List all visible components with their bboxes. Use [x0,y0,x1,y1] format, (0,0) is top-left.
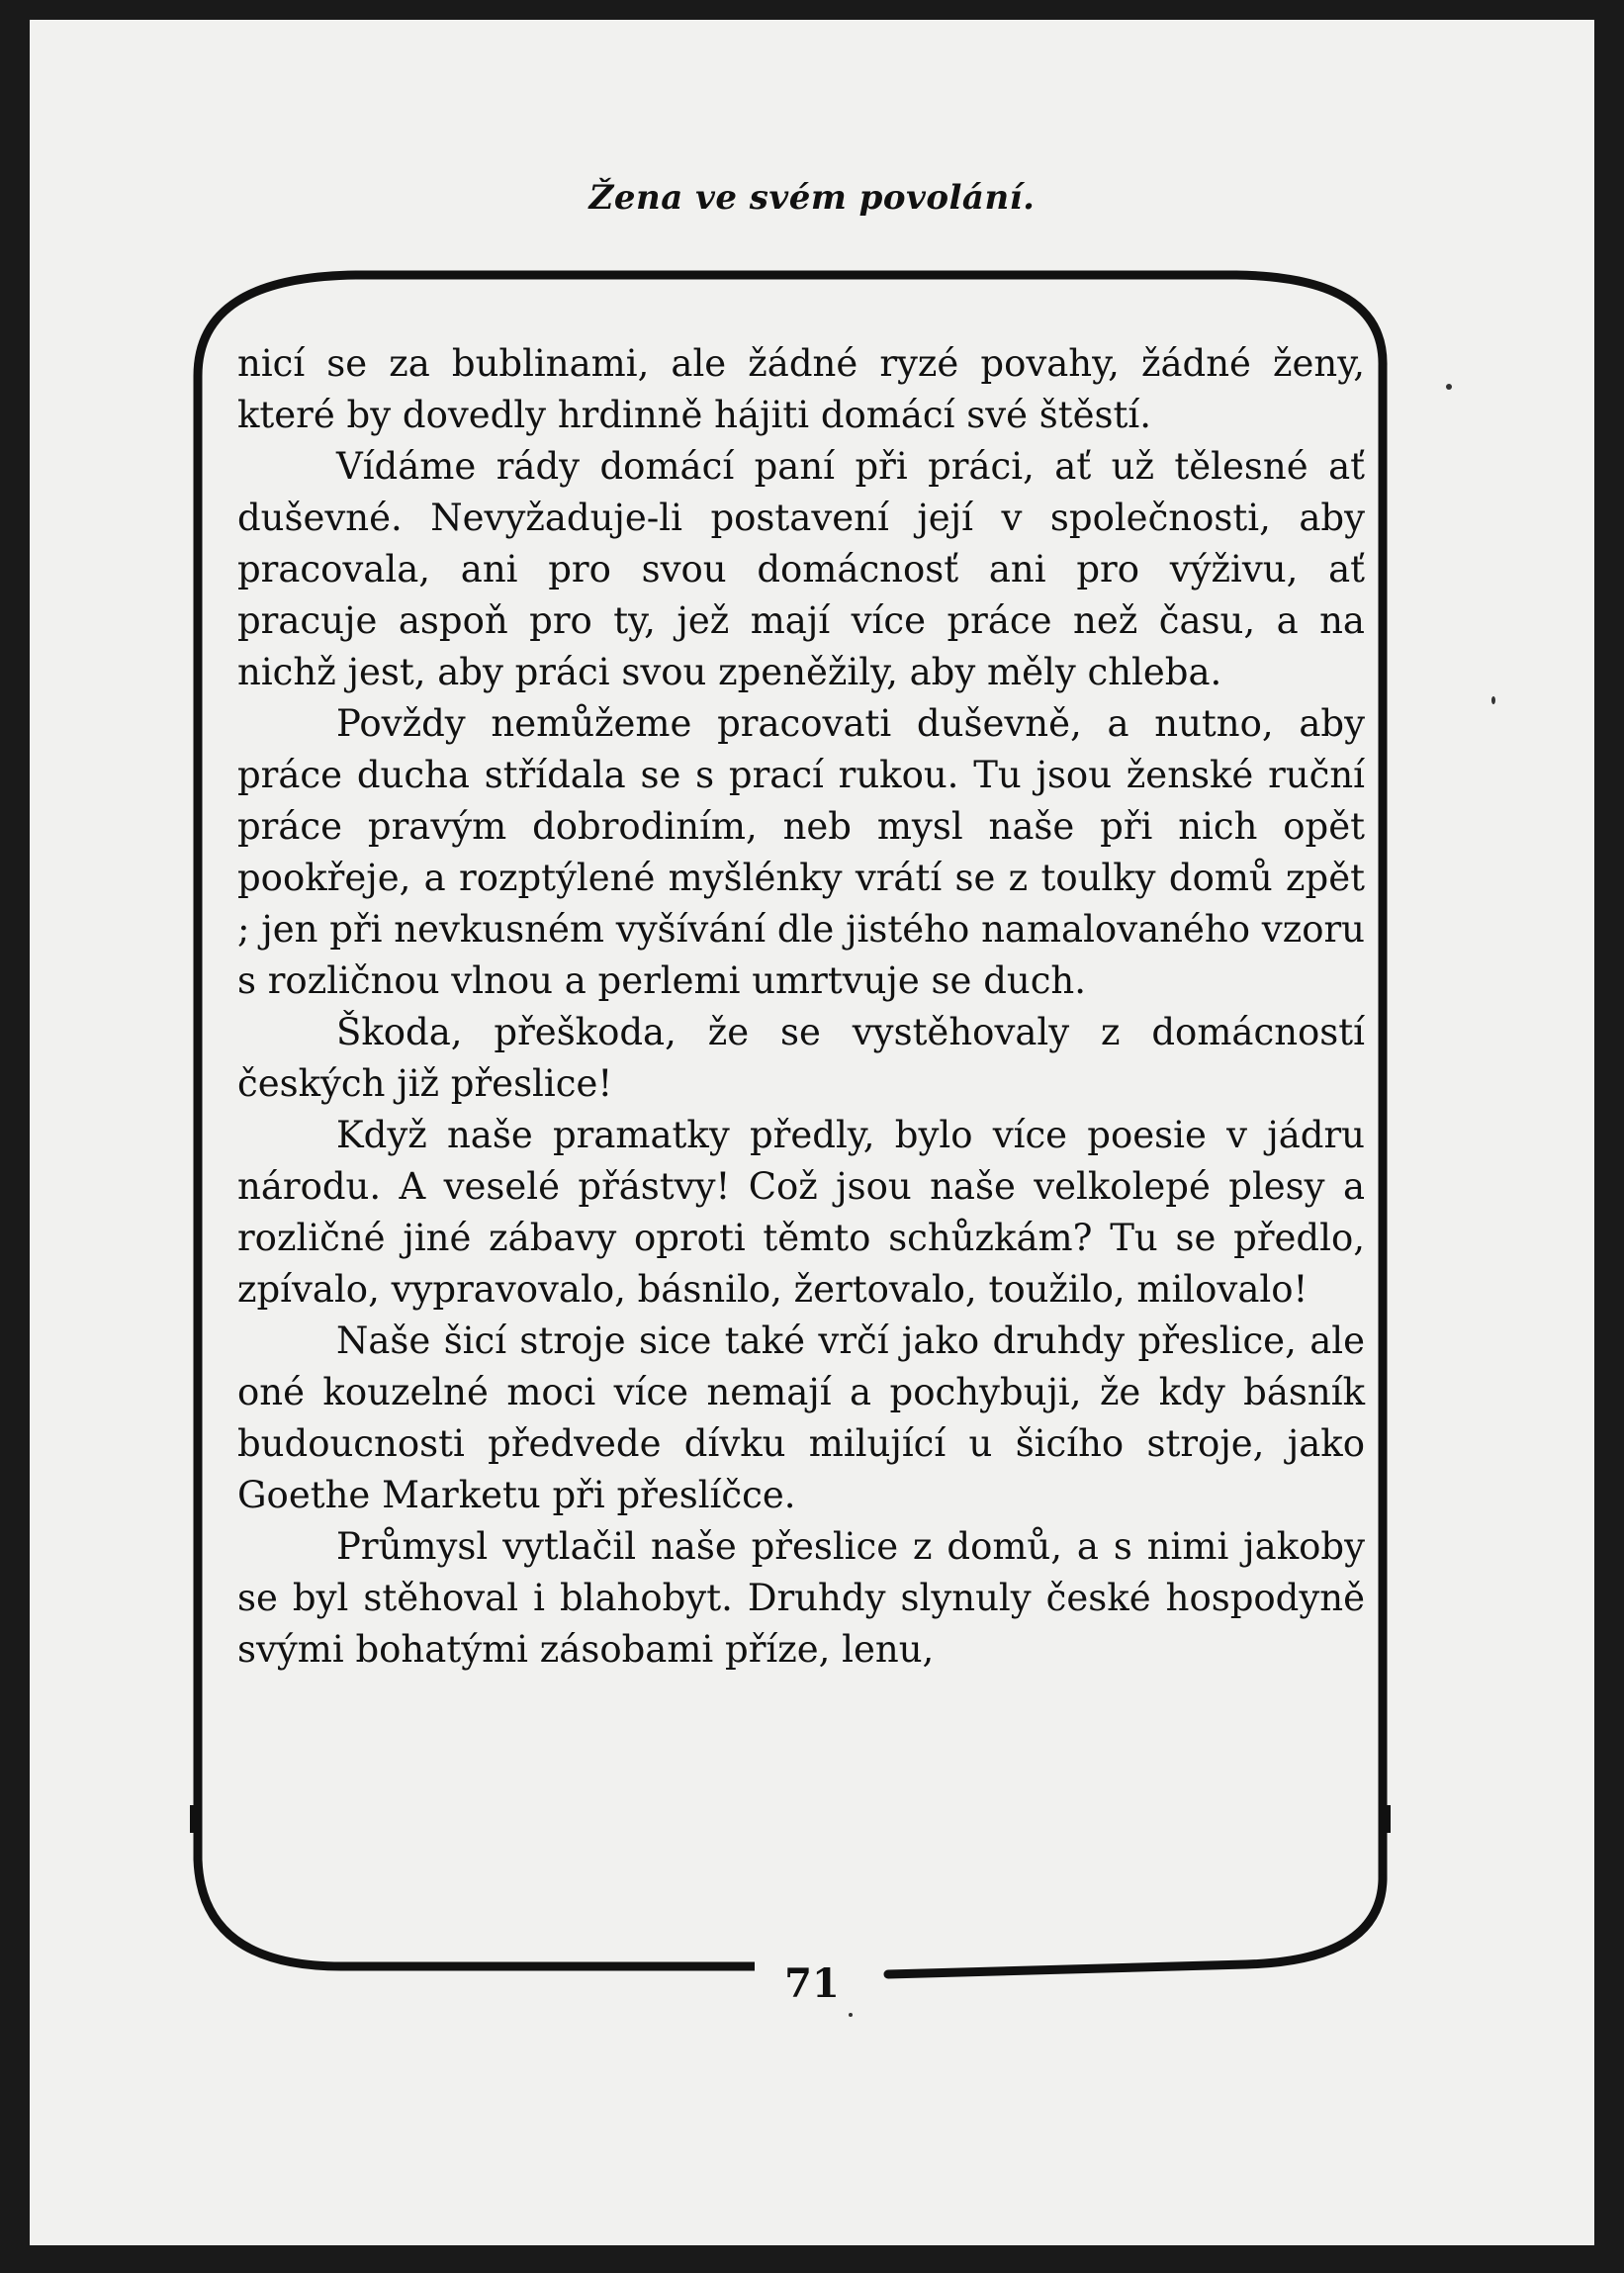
body-text [237,338,1365,1676]
paragraph: nicí se za bublinami, ale žádné ryzé povahy, žádné ženy, které by dovedly hrdinně hájiti domácí své štěstí. [237,342,1365,436]
paragraph: Naše šicí stroje sice také vrčí jako druhdy přeslice, ale oné kouzelné moci více nemají a pochybuji, že kdy básník budoucnosti předvede dívku milující u šicího stroje, jako Goethe Marketu při přeslíčce. [237,1319,1365,1516]
paragraph: Povždy nemůžeme pracovati duševně, a nutno, aby práce ducha střídala se s prací rukou. Tu jsou ženské ruční práce pravým dobrodiním, neb mysl naše při nich opět pookřeje, a rozptýlené myšlénky vrátí se z toulky domů zpět ; jen při nevkusném vyšívání dle jistého namalovaného vzoru s rozličnou vlnou a perlemi umrtvuje se duch. [237,702,1365,1002]
page-number [30,1960,1594,2007]
page-number-text: 71 [755,1960,869,2007]
running-title: Žena ve svém povolání. [588,178,1036,218]
paragraph: Škoda, přeškoda, že se vystěhovaly z domácností českých již přeslice! [237,1011,1365,1105]
paragraph: Průmysl vytlačil naše přeslice z domů, a s nimi jakoby se byl stěhoval i blahobyt. Druhdy slynuly české hospodyně svými bohatými zásobami příze, lenu, [237,1525,1365,1671]
print-speck [849,2013,853,2017]
paragraph: Když naše pramatky předly, bylo více poesie v jádru národu. A veselé přástvy! Což jsou naše velkolepé plesy a rozličné jiné zábavy oproti těmto schůzkám? Tu se předlo, zpívalo, vypravovalo, básnilo, žertovalo, toužilo, milovalo! [237,1114,1365,1311]
book-page [30,20,1594,2245]
print-speck [1491,696,1495,704]
paragraph: Vídáme rády domácí paní při práci, ať už tělesné ať duševné. Nevyžaduje-li postavení její v společnosti, aby pracovala, ani pro svou domácnosť ani pro výživu, ať pracuje aspoň pro ty, jež mají více práce než času, a na nichž jest, aby práci svou zpeněžily, aby měly chleba. [237,445,1365,693]
print-speck [1446,384,1452,390]
